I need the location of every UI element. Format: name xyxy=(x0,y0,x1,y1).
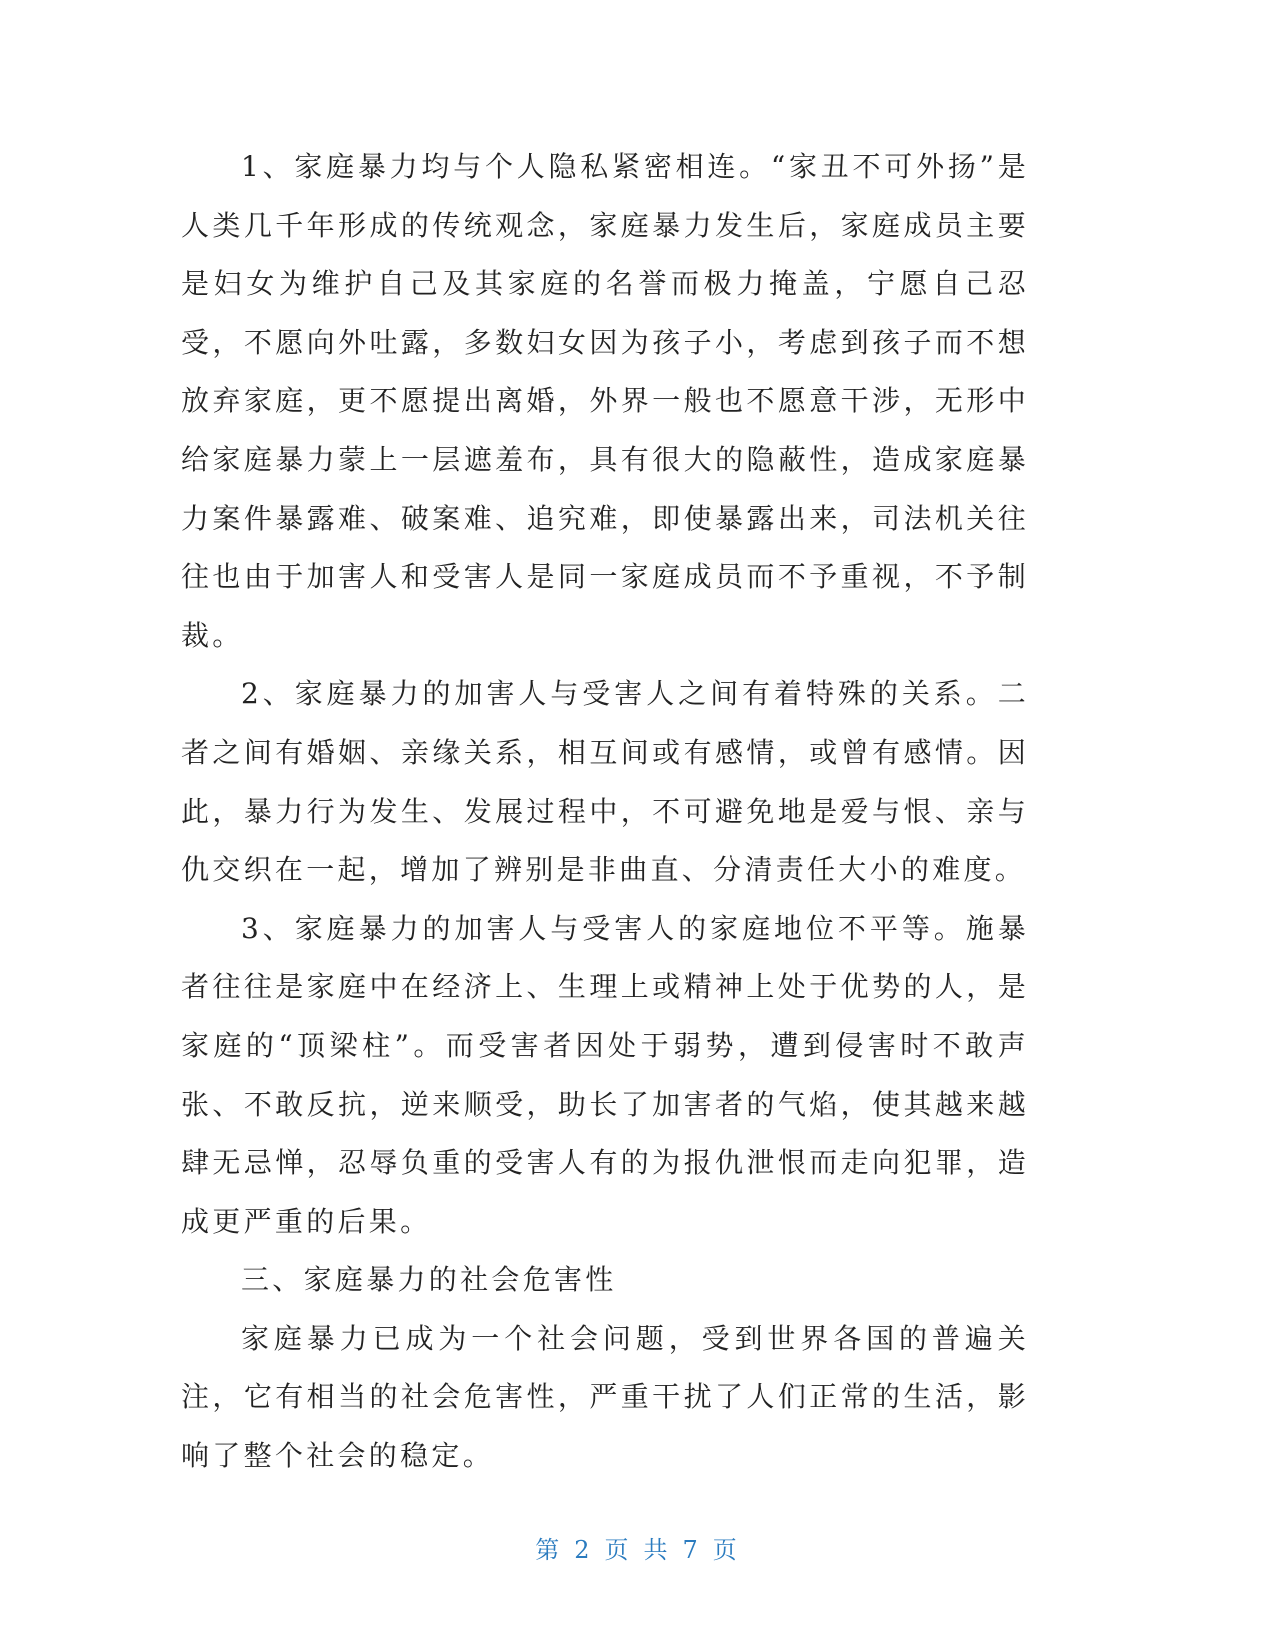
footer-prefix: 第 xyxy=(535,1536,563,1564)
page-number-footer xyxy=(0,1530,1275,1565)
footer-page-word: 页 xyxy=(604,1536,632,1564)
paragraph-section-intro: 家庭暴力已成为一个社会问题，受到世界各国的普遍关注，它有相当的社会危害性，严重干扰了人们正常的生活，影响了整个社会的稳定。 xyxy=(181,1321,1029,1473)
paragraph-point-1: 1、家庭暴力均与个人隐私紧密相连。“家丑不可外扬”是人类几千年形成的传统观念，家庭暴力发生后，家庭成员主要是妇女为维护自己及其家庭的名誉而极力掩盖，宁愿自己忍受，不愿向外吐露，多数妇女因为孩子小，考虑到孩子而不想放弃家庭，更不愿提出离婚，外界一般也不愿意干涉，无形中给家庭暴力蒙上一层遮羞布，具有很大的隐蔽性，造成家庭暴力案件暴露难、破案难、追究难，即使暴露出来，司法机关往往也由于加害人和受害人是同一家庭成员而不予重视，不予制裁。 xyxy=(181,150,1029,652)
section-heading: 三、家庭暴力的社会危害性 xyxy=(241,1263,617,1297)
footer-suffix: 页 xyxy=(712,1536,740,1564)
footer-current-page: 2 xyxy=(574,1536,593,1564)
footer-total-prefix: 共 xyxy=(643,1536,671,1564)
footer-total-pages: 7 xyxy=(682,1536,701,1564)
document-body xyxy=(181,138,1029,1486)
paragraph-point-3: 3、家庭暴力的加害人与受害人的家庭地位不平等。施暴者往往是家庭中在经济上、生理上或精神上处于优势的人，是家庭的“顶梁柱”。而受害者因处于弱势，遭到侵害时不敢声张、不敢反抗，逆来顺受，助长了加害者的气焰，使其越来越肆无忌惮，忍辱负重的受害人有的为报仇泄恨而走向犯罪，造成更严重的后果。 xyxy=(181,911,1029,1238)
paragraph-point-2: 2、家庭暴力的加害人与受害人之间有着特殊的关系。二者之间有婚姻、亲缘关系，相互间或有感情，或曾有感情。因此，暴力行为发生、发展过程中，不可避免地是爱与恨、亲与仇交织在一起，增加了辨别是非曲直、分清责任大小的难度。 xyxy=(181,677,1029,887)
